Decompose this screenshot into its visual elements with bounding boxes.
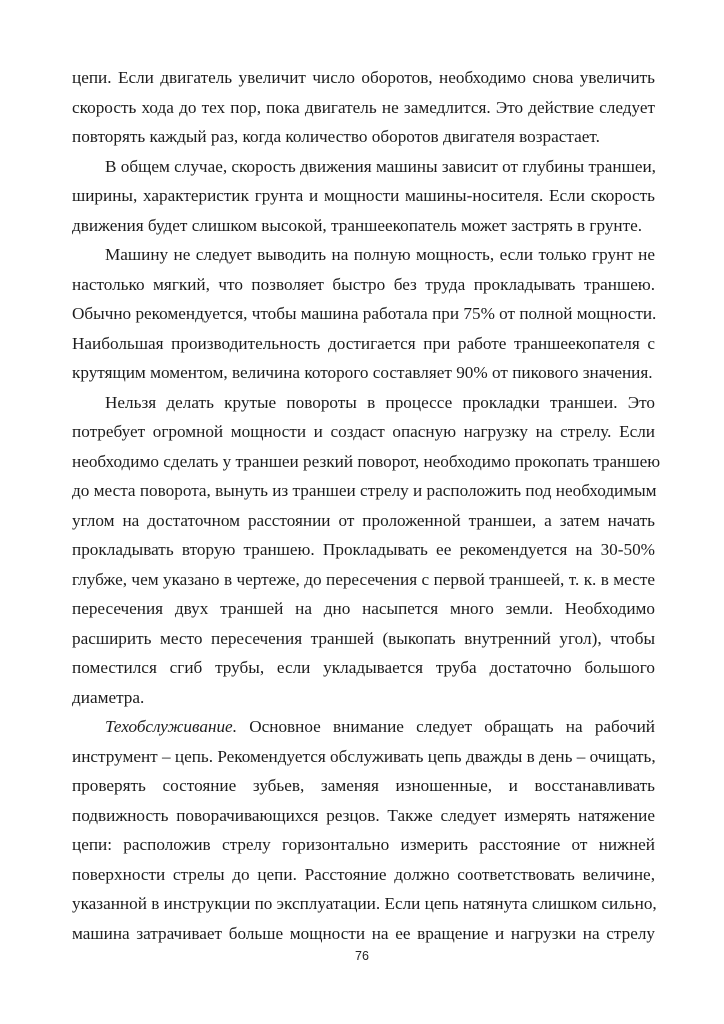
text-line — [72, 299, 655, 329]
line-text: движения будет слишком высокой, траншеекопатель может застрять в грунте. — [72, 215, 643, 235]
text-line — [72, 476, 655, 506]
text-line — [72, 388, 655, 418]
body-text — [72, 63, 661, 948]
text-line — [72, 653, 655, 683]
line-text: углом на достаточном расстоянии от проложенной траншеи, а затем начать — [72, 510, 655, 530]
text-line — [72, 358, 655, 388]
text-line — [72, 181, 655, 211]
text-line — [72, 535, 655, 565]
line-text: потребует огромной мощности и создаст опасную нагрузку на стрелу. Если — [72, 422, 655, 441]
text-line — [72, 565, 655, 595]
text-line — [72, 417, 655, 447]
line-text: цепи. Если двигатель увеличит число оборотов, необходимо снова увеличить — [72, 68, 655, 87]
text-line — [72, 329, 655, 359]
line-text: подвижность поворачивающихся резцов. Также следует измерять натяжение — [72, 805, 655, 825]
line-text: указанной в инструкции по эксплуатации. Если цепь натянута слишком сильно, — [72, 894, 657, 913]
line-text: диаметра. — [72, 687, 145, 707]
line-text: ширины, характеристик грунта и мощности машины-носителя. Если скорость — [72, 186, 655, 205]
line-text: глубже, чем указано в чертеже, до пересечения с первой траншеей, т. к. в месте — [72, 569, 655, 589]
text-line — [72, 93, 655, 123]
line-text: настолько мягкий, что позволяет быстро без труда прокладывать траншею. — [72, 274, 655, 294]
line-text: проверять состояние зубьев, заменяя изношенные, и восстанавливать — [72, 776, 655, 795]
text-line — [72, 889, 655, 919]
text-line — [72, 63, 655, 93]
line-text: крутящим моментом, величина которого составляет 90% от пикового значения. — [72, 363, 653, 382]
text-line — [72, 860, 655, 890]
line-text: поместился сгиб трубы, если укладывается труба достаточно большого — [72, 658, 655, 677]
text-line — [72, 801, 655, 831]
page-number: 76 — [355, 949, 369, 963]
text-line — [72, 830, 655, 860]
line-text: скорость хода до тех пор, пока двигатель не замедлится. Это действие следует — [72, 97, 655, 117]
text-line — [72, 447, 661, 477]
line-text: машина затрачивает больше мощности на ее вращение и нагрузки на стрелу — [72, 923, 655, 943]
line-text: Машину не следует выводить на полную мощность, если только грунт не — [105, 245, 655, 264]
text-line — [72, 270, 655, 300]
line-text: необходимо сделать у траншеи резкий поворот, необходимо прокопать траншею — [72, 451, 661, 471]
text-line — [72, 240, 655, 270]
line-text: В общем случае, скорость движения машины зависит от глубины траншеи, — [105, 156, 656, 176]
line-text: Обычно рекомендуется, чтобы машина работала при 75% от полной мощности. — [72, 304, 657, 323]
section-heading: Техобслуживание. — [105, 717, 237, 736]
text-line — [72, 919, 655, 949]
line-text: цепи: расположив стрелу горизонтально измерить расстояние от нижней — [72, 835, 655, 854]
text-line — [72, 152, 655, 182]
text-line — [72, 683, 655, 713]
text-line — [72, 624, 655, 654]
section-heading-line — [72, 712, 655, 742]
line-text: до места поворота, вынуть из траншеи стрелу и расположить под необходимым — [72, 481, 657, 500]
line-text: прокладывать вторую траншею. Прокладывать ее рекомендуется на 30-50% — [72, 540, 655, 559]
line-text: Основное внимание следует обращать на рабочий — [237, 717, 655, 736]
line-text: Нельзя делать крутые повороты в процессе прокладки траншеи. Это — [105, 392, 655, 412]
line-text: пересечения двух траншей на дно насыпется много земли. Необходимо — [72, 599, 655, 618]
line-text: инструмент – цепь. Рекомендуется обслуживать цепь дважды в день – очищать, — [72, 746, 656, 766]
text-line — [72, 122, 655, 152]
text-line — [72, 771, 655, 801]
text-line — [72, 211, 655, 241]
text-line — [72, 742, 655, 772]
text-line — [72, 594, 655, 624]
text-line — [72, 506, 655, 536]
line-text: расширить место пересечения траншей (выкопать внутренний угол), чтобы — [72, 628, 655, 648]
line-text: Наибольшая производительность достигается при работе траншеекопателя с — [72, 333, 655, 353]
line-text: повторять каждый раз, когда количество оборотов двигателя возрастает. — [72, 127, 600, 146]
line-text: поверхности стрелы до цепи. Расстояние должно соответствовать величине, — [72, 864, 655, 884]
